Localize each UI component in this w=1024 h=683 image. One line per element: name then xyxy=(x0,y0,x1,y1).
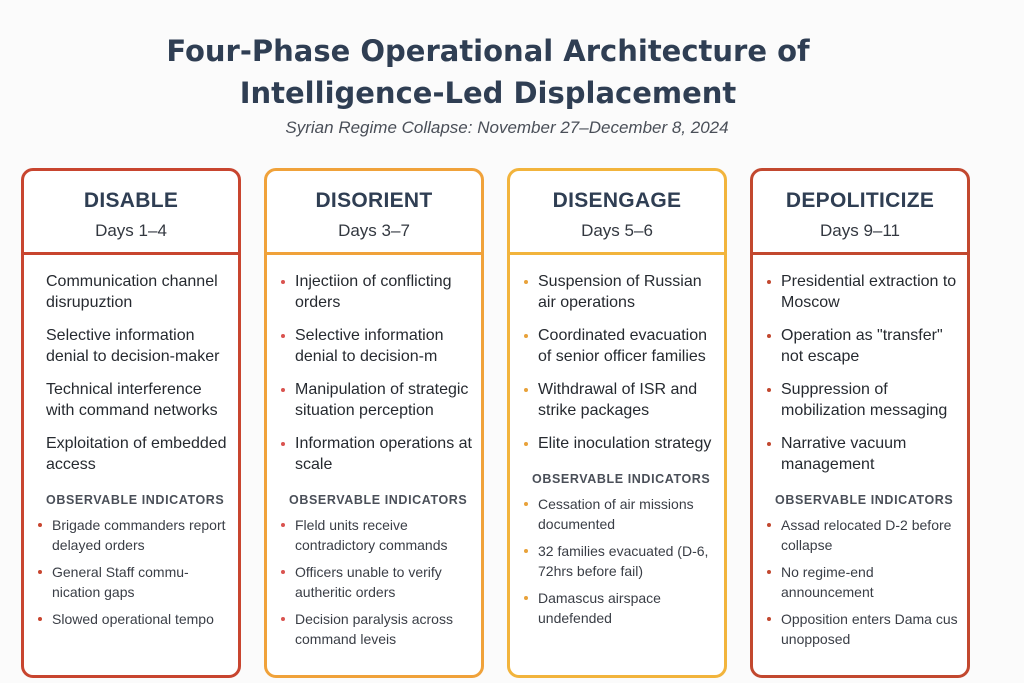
action-item: Coordinated evacuation of senior officer families xyxy=(528,325,718,367)
phase-body xyxy=(267,255,481,649)
phase-header xyxy=(267,171,481,255)
action-item: Presidential extraction to Moscow xyxy=(771,271,961,313)
indicator-item: Decision paralysis across command leveis xyxy=(285,609,475,649)
indicator-list xyxy=(528,494,718,628)
page-subtitle: Syrian Regime Collapse: November 27–December 8, 2024 xyxy=(285,118,729,137)
phase-body xyxy=(510,255,724,628)
phase-name: DEPOLITICIZE xyxy=(785,189,935,212)
phase-days: Days 9–11 xyxy=(819,221,900,240)
indicator-item: Cessation of air missions documented xyxy=(528,494,718,534)
action-item: Communication channel disrupuztion xyxy=(46,273,218,311)
action-list xyxy=(771,271,961,475)
action-item: Narrative vacuum management xyxy=(771,433,961,475)
action-item: Suppression of mobilization messaging xyxy=(771,379,961,421)
indicators-heading: OBSERVABLE INDICATORS xyxy=(46,493,225,507)
phase-card-disorient xyxy=(264,168,484,678)
indicator-item: General Staff commu-nication gaps xyxy=(42,562,232,602)
indicators-heading: OBSERVABLE INDICATORS xyxy=(532,472,711,486)
phase-body xyxy=(753,255,967,649)
phase-card-depoliticize xyxy=(750,168,970,678)
indicator-item: Officers unable to verify autheritic orders xyxy=(285,562,475,602)
indicator-item: 32 families evacuated (D-6, 72hrs before fail) xyxy=(528,541,718,581)
indicator-item: Assad relocated D-2 before collapse xyxy=(771,515,961,555)
action-item: Elite inoculation strategy xyxy=(528,433,718,454)
action-item: Injectiion of conflicting orders xyxy=(285,271,475,313)
indicator-list xyxy=(771,515,961,649)
indicator-item: Damascus airspace undefended xyxy=(528,588,718,628)
action-list xyxy=(528,271,718,454)
phase-name: DISABLE xyxy=(83,189,179,212)
phase-header xyxy=(753,171,967,255)
action-item: Exploitation of embedded access xyxy=(46,435,227,473)
action-item: Selective information denial to decision-maker xyxy=(46,327,220,365)
title-line-1: Four-Phase Operational Architecture of xyxy=(166,34,810,68)
indicator-list xyxy=(42,515,232,629)
indicator-item: Opposition enters Dama cus unopposed xyxy=(771,609,961,649)
phase-body xyxy=(24,255,238,629)
indicator-item: Brigade commanders report delayed orders xyxy=(42,515,232,555)
action-item: Information operations at scale xyxy=(285,433,475,475)
action-item: Operation as "transfer" not escape xyxy=(771,325,961,367)
phase-days: Days 1–4 xyxy=(95,221,167,240)
phase-card-disengage xyxy=(507,168,727,678)
indicator-item: Slowed operational tempo xyxy=(42,609,232,629)
phase-card-disable xyxy=(21,168,241,678)
action-item: Manipulation of strategic situation perception xyxy=(285,379,475,421)
phase-header xyxy=(24,171,238,255)
indicators-heading: OBSERVABLE INDICATORS xyxy=(289,493,468,507)
action-list xyxy=(285,271,475,475)
action-item: Suspension of Russian air operations xyxy=(528,271,718,313)
page-title xyxy=(0,30,976,114)
action-item: Selective information denial to decision-m xyxy=(285,325,475,367)
action-item: Withdrawal of ISR and strike packages xyxy=(528,379,718,421)
phase-name: DISORIENT xyxy=(315,189,433,212)
title-line-2: Intelligence-Led Displacement xyxy=(239,76,737,110)
indicator-item: No regime-end announcement xyxy=(771,562,961,602)
phase-days: Days 3–7 xyxy=(338,221,410,240)
indicators-heading: OBSERVABLE INDICATORS xyxy=(775,493,954,507)
indicator-list xyxy=(285,515,475,649)
phase-name: DISENGAGE xyxy=(552,189,682,212)
phase-header xyxy=(510,171,724,255)
phase-days: Days 5–6 xyxy=(581,221,653,240)
action-list xyxy=(42,271,232,475)
indicator-item: Fleld units receive contradictory commands xyxy=(285,515,475,555)
action-item: Technical interference with command networks xyxy=(46,381,218,419)
